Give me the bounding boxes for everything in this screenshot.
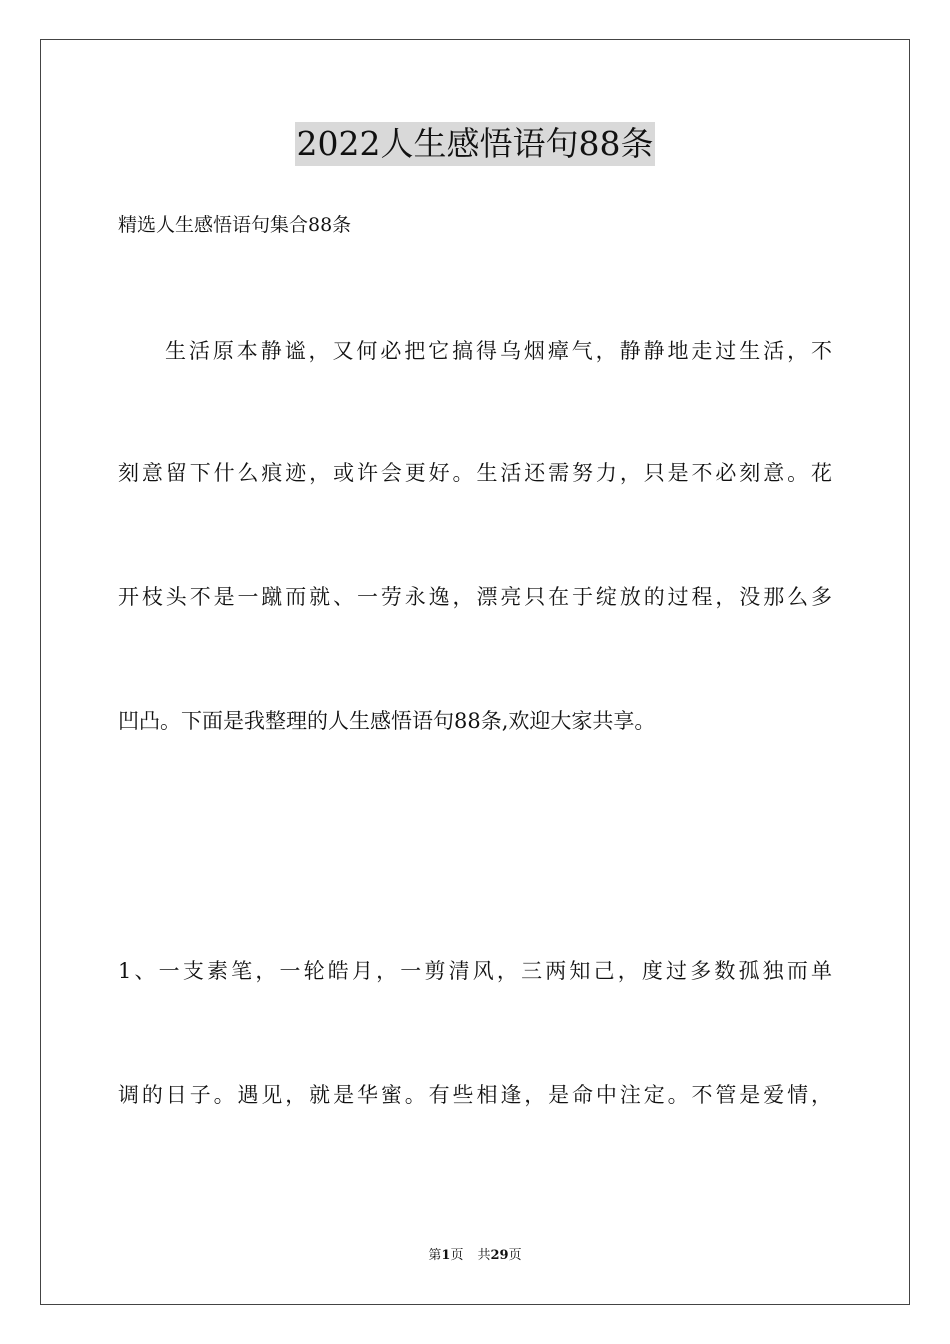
page-current: 1 xyxy=(441,1248,451,1263)
document-subtitle: 精选人生感悟语句集合88条 xyxy=(118,214,352,236)
document-title: 2022人生感悟语句88条 xyxy=(295,122,656,166)
page-prefix: 第 xyxy=(428,1248,442,1263)
page-suffix: 页 xyxy=(450,1248,464,1263)
item-line-1: 1、一支素笔，一轮皓月，一剪清风，三两知己，度过多数孤独而单 xyxy=(118,959,832,983)
intro-line-1: 生活原本静谧，又何必把它搞得乌烟瘴气，静静地走过生活，不 xyxy=(165,339,832,363)
page-total: 29 xyxy=(490,1248,509,1263)
title-container xyxy=(0,122,950,166)
total-prefix: 共 xyxy=(477,1248,491,1263)
total-suffix: 页 xyxy=(508,1248,522,1263)
intro-line-2: 刻意留下什么痕迹，或许会更好。生活还需努力，只是不必刻意。花 xyxy=(118,461,832,485)
page-footer xyxy=(0,1247,950,1265)
intro-line-3: 开枝头不是一蹴而就、一劳永逸，漂亮只在于绽放的过程，没那么多 xyxy=(118,585,832,609)
intro-line-4: 凹凸。下面是我整理的人生感悟语句88条,欢迎大家共享。 xyxy=(118,709,656,733)
item-line-2: 调的日子。遇见，就是华蜜。有些相逢，是命中注定。不管是爱情， xyxy=(118,1083,832,1107)
